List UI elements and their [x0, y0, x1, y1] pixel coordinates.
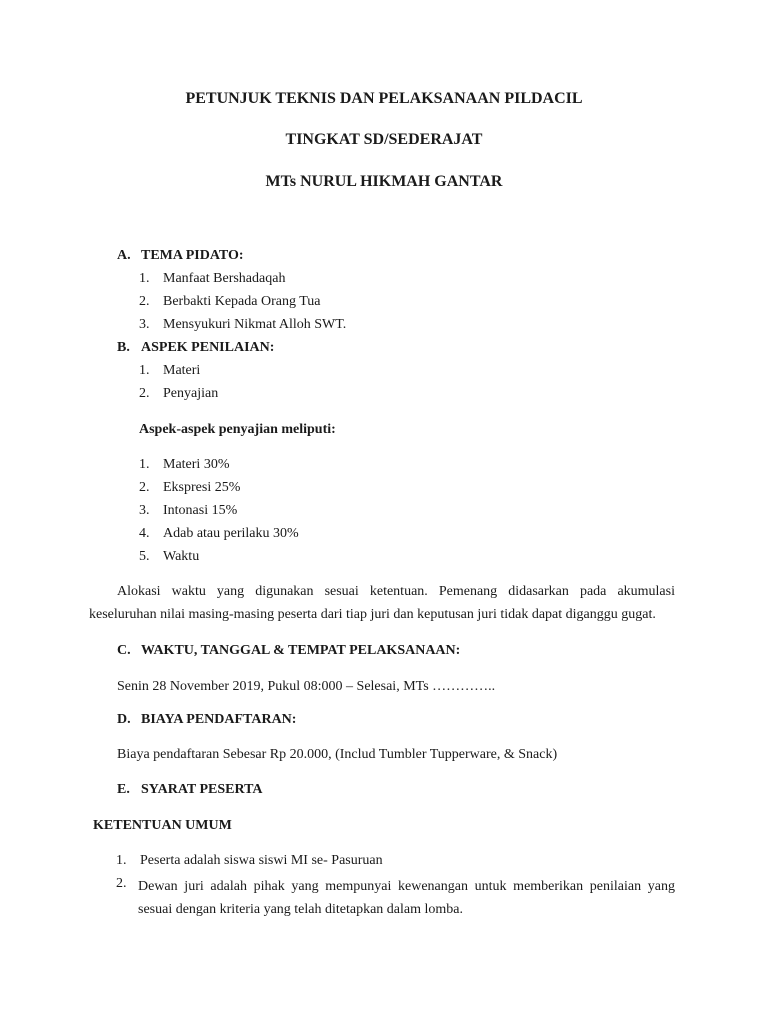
list-text: Adab atau perilaku 30% — [163, 526, 299, 541]
list-number: 2. — [139, 386, 150, 401]
list-number: 2. — [139, 480, 150, 495]
list-text: Intonasi 15% — [163, 503, 238, 518]
list-number: 1. — [139, 271, 150, 286]
list-item — [139, 385, 218, 403]
section-b-letter: B. — [117, 340, 130, 355]
section-c-text: Senin 28 November 2019, Pukul 08:000 – Selesai, MTs ………….. — [117, 679, 496, 694]
section-e-title: SYARAT PESERTA — [141, 782, 263, 797]
list-text: Penyajian — [163, 386, 219, 401]
section-d-title: BIAYA PENDAFTARAN: — [141, 712, 297, 727]
list-item — [139, 362, 200, 380]
list-text: Materi — [163, 363, 201, 378]
list-text: Waktu — [163, 549, 200, 564]
section-d-letter: D. — [117, 712, 131, 727]
list-number: 1. — [139, 363, 150, 378]
doc-title-line2: TINGKAT SD/SEDERAJAT — [285, 131, 483, 148]
list-text: Dewan juri adalah pihak yang mempunyai kewenangan untuk memberikan penilaian yang sesuai dengan kriteria yang telah ditetapkan dalam lomba. — [138, 879, 675, 917]
list-number: 2. — [139, 294, 150, 309]
doc-title-line3: MTs NURUL HIKMAH GANTAR — [265, 173, 503, 190]
list-item — [139, 293, 320, 311]
list-item — [139, 456, 229, 474]
list-number: 1. — [139, 457, 150, 472]
paragraph — [89, 580, 675, 626]
list-item — [116, 852, 383, 870]
section-e-heading — [117, 781, 263, 799]
ketentuan-heading: KETENTUAN UMUM — [93, 818, 232, 833]
list-text: Mensyukuri Nikmat Alloh SWT. — [163, 317, 347, 332]
list-item — [139, 270, 285, 288]
list-text: Manfaat Bershadaqah — [163, 271, 286, 286]
section-b-title: ASPEK PENILAIAN: — [141, 340, 275, 355]
list-text: Ekspresi 25% — [163, 480, 241, 495]
list-number: 3. — [139, 503, 150, 518]
section-b-heading — [117, 339, 274, 357]
list-item — [139, 479, 240, 497]
section-c-title: WAKTU, TANGGAL & TEMPAT PELAKSANAAN: — [141, 643, 461, 658]
list-number: 5. — [139, 549, 150, 564]
list-number: 1. — [116, 853, 127, 868]
section-a-heading — [117, 247, 244, 265]
list-item — [139, 525, 299, 543]
list-number: 4. — [139, 526, 150, 541]
list-item — [139, 316, 346, 334]
section-d-heading — [117, 711, 296, 729]
list-item — [139, 548, 199, 566]
section-e-letter: E. — [117, 782, 130, 797]
paragraph-text: Alokasi waktu yang digunakan sesuai ketentuan. Pemenang didasarkan pada akumulasi keseluruhan nilai masing-masing peserta dari tiap juri dan keputusan juri tidak dapat diganggu gugat. — [89, 584, 675, 622]
section-d-text: Biaya pendaftaran Sebesar Rp 20.000, (Includ Tumbler Tupperware, & Snack) — [117, 747, 558, 762]
list-number: 2. — [116, 876, 127, 891]
doc-title-line1: PETUNJUK TEKNIS DAN PELAKSANAAN PILDACIL — [185, 90, 583, 107]
section-c-letter: C. — [117, 643, 131, 658]
section-a-letter: A. — [117, 248, 131, 263]
list-text: Peserta adalah siswa siswi MI se- Pasuruan — [140, 853, 383, 868]
list-text: Berbakti Kepada Orang Tua — [163, 294, 321, 309]
section-c-heading — [117, 642, 460, 660]
section-a-title: TEMA PIDATO: — [141, 248, 244, 263]
sub-heading: Aspek-aspek penyajian meliputi: — [139, 422, 336, 437]
list-text: Materi 30% — [163, 457, 230, 472]
list-number: 3. — [139, 317, 150, 332]
list-item — [139, 502, 237, 520]
